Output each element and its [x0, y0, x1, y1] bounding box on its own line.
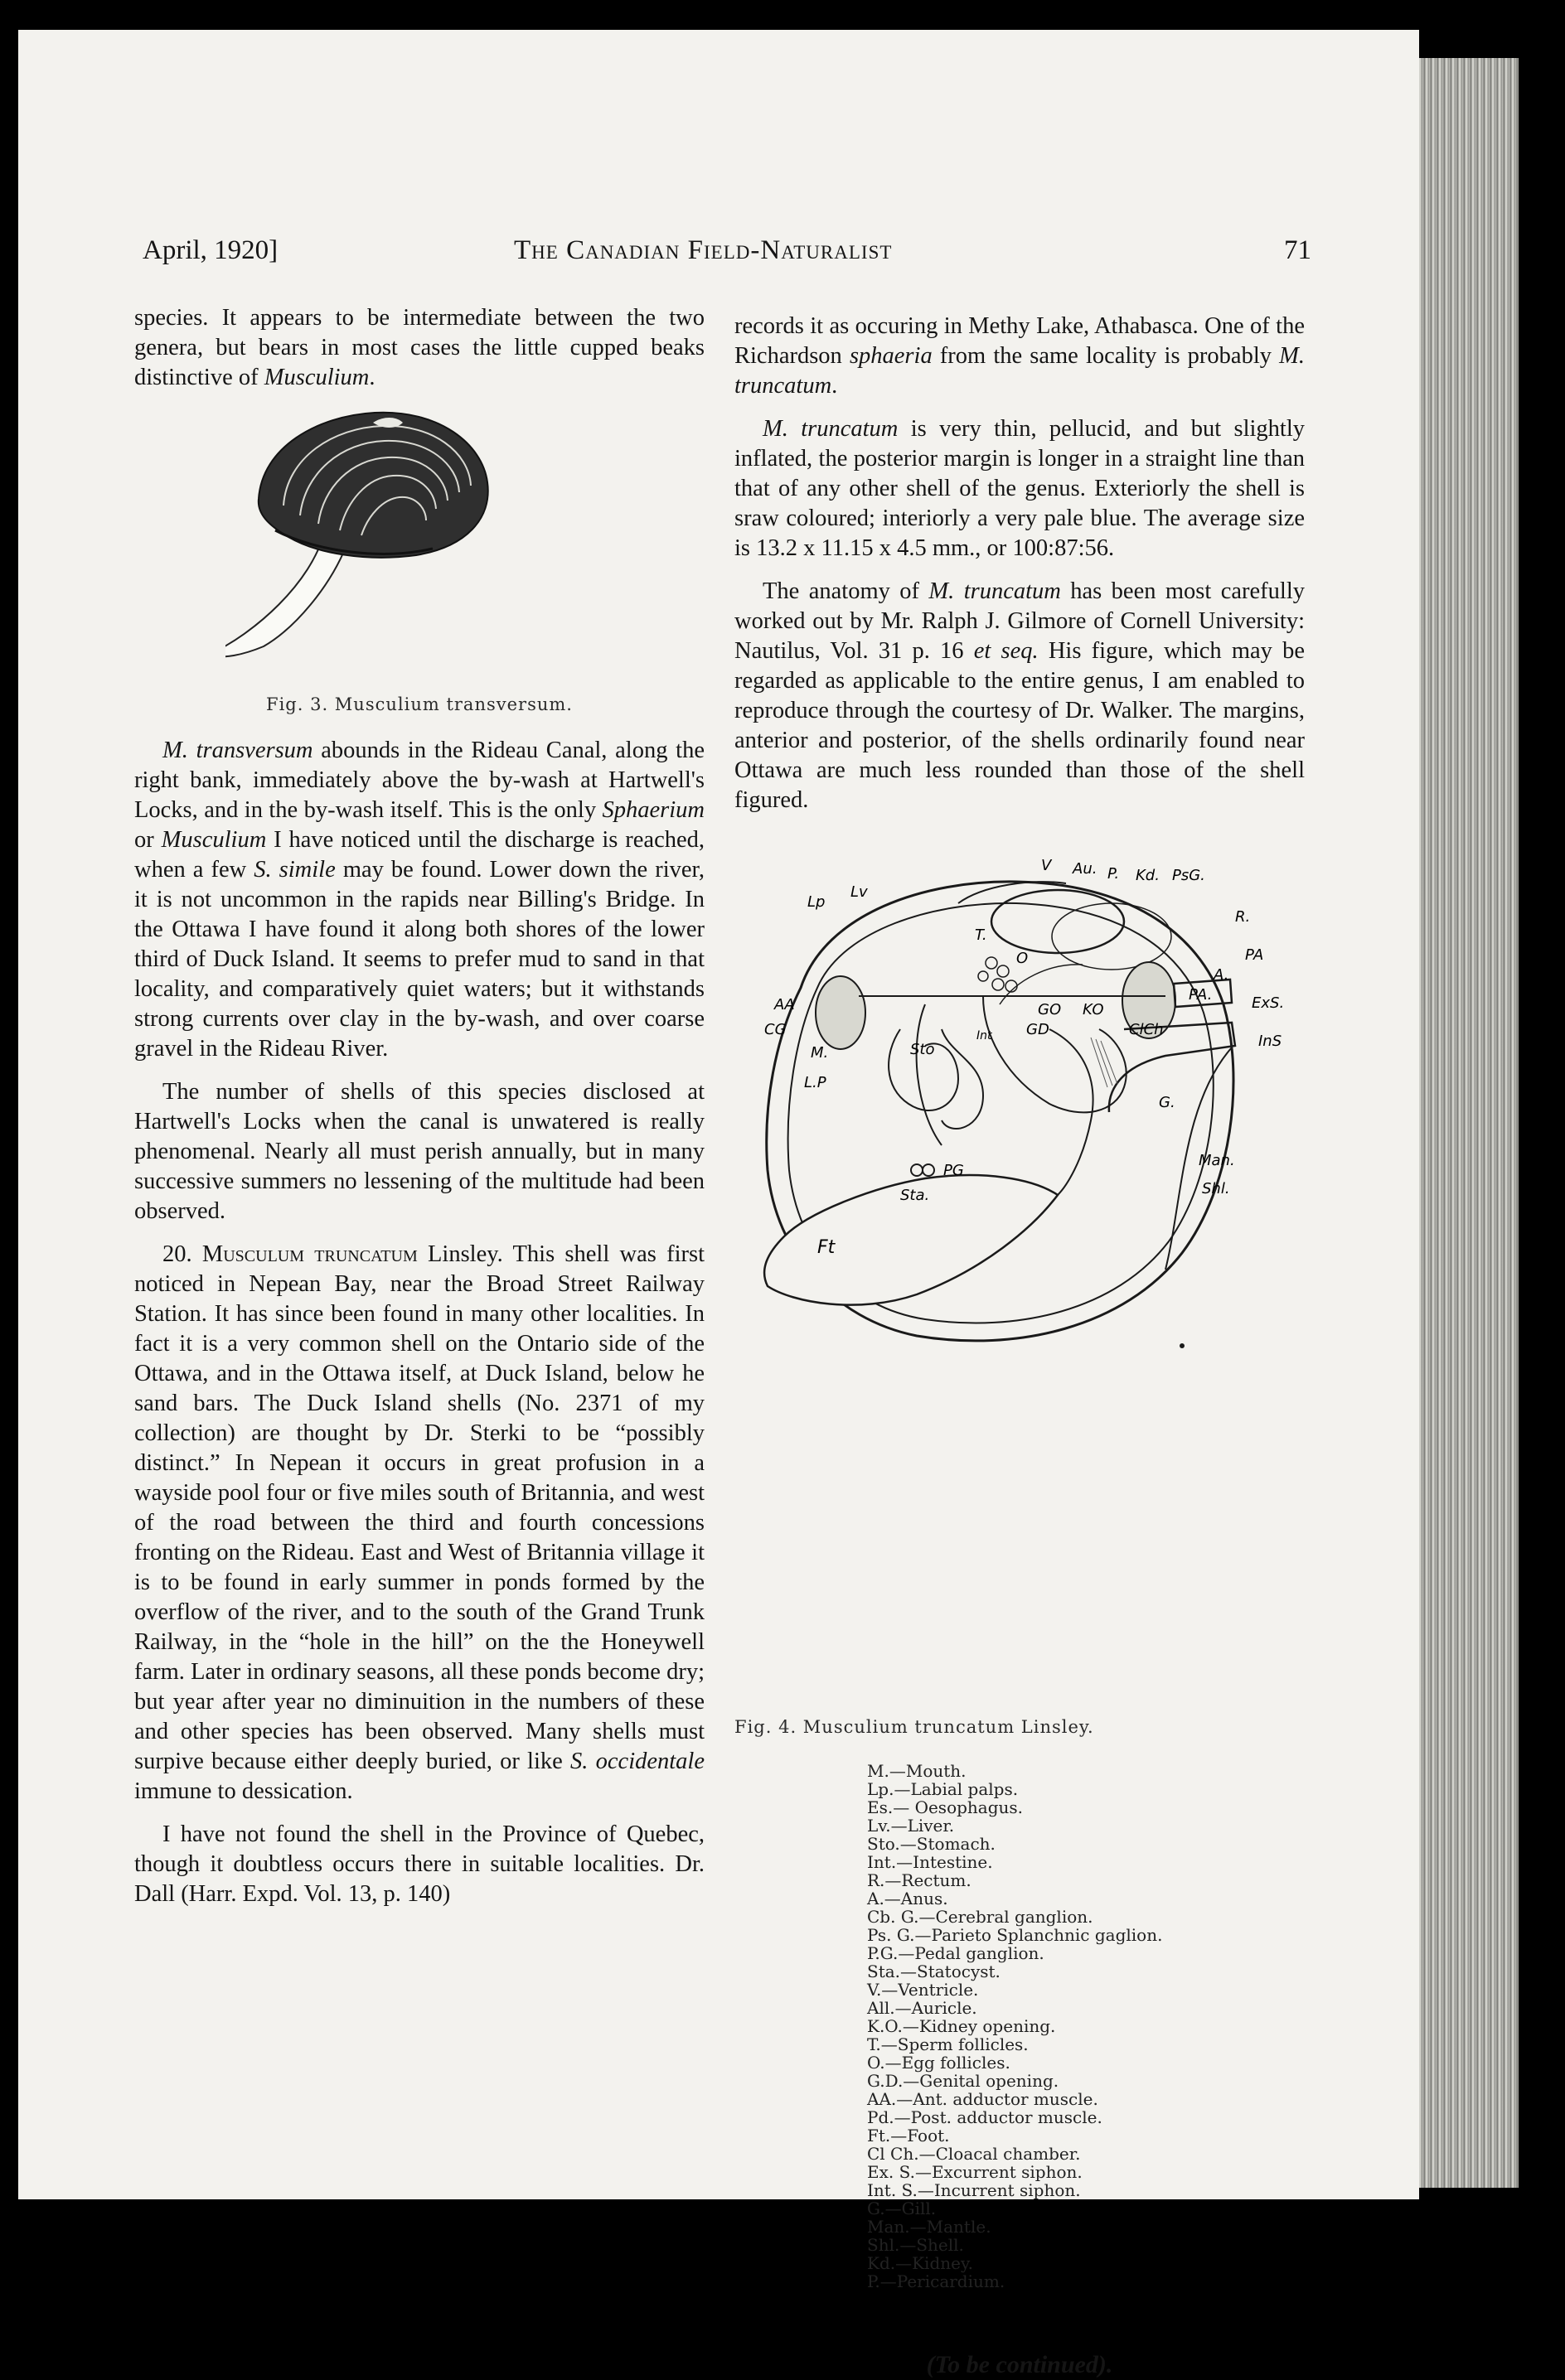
- label-r: R.: [1235, 908, 1251, 926]
- legend-item: Cl Ch.—Cloacal chamber.: [867, 2144, 1081, 2164]
- issue-date: April, 1920]: [143, 235, 279, 265]
- label-exs: ExS.: [1252, 994, 1285, 1012]
- paragraph-records: records it as occuring in Methy Lake, Athabasca. One of the Richardson sphaeria from the same locality is probably M. truncatum.: [734, 313, 1305, 399]
- label-sta: Sta.: [900, 1187, 930, 1204]
- legend-item: O.—Egg follicles.: [867, 2053, 1010, 2073]
- legend-item: Int.—Intestine.: [867, 1852, 993, 1872]
- legend-item: A.—Anus.: [867, 1889, 948, 1908]
- legend-item: K.O.—Kidney opening.: [867, 2016, 1056, 2036]
- legend-item: G.D.—Genital opening.: [867, 2071, 1059, 2091]
- paragraph-truncatum: 20. Musculum truncatum Linsley. This shell was first noticed in Nepean Bay, near the Broad Street Railway Station. It has since been found in many other localities. In fact it is a very common shell on the Ontario side of the Ottawa, and in the Ottawa itself, at Duck Island, below he sand bars. The Duck Island shells (No. 2371 of my collection) are thought by Dr. Sterki to be “possibly distinct.” In Nepean it occurs in great profusion in a wayside pool four or five miles south of Britannia, and west of the road between the third and fourth concessions fronting on the Rideau. East and West of Britannia village it is to be found in early summer in ponds formed by the overflow of the river, and to the south of the Grand Trunk Railway, in the “hole in the hill” on the the Honeywell farm. Later in ordinary seasons, all these ponds become dry; but year after year no diminuition in the numbers of these and other species has been observed. Many shells must surpive because either deeply buried, or like S. occidentale immune to dessication.: [134, 1241, 705, 1804]
- figure-3-caption: Fig. 3. Musculium transversum.: [266, 694, 573, 714]
- label-sto: Sto: [910, 1041, 935, 1058]
- label-pg: PG: [943, 1162, 964, 1179]
- legend-item: Ft.—Foot.: [867, 2126, 950, 2145]
- label-p: P.: [1107, 865, 1120, 883]
- label-v: V: [1041, 857, 1052, 874]
- label-psg: PsG.: [1172, 867, 1205, 884]
- label-kd: Kd.: [1136, 867, 1160, 884]
- paragraph-transversum: M. transversum abounds in the Rideau Canal, along the right bank, immediately above the by-wash at Hartwell's Locks, and in the by-wash itself. This is the only Sphaerium or Musculium I have noticed until the discharge is reached, when a few S. simile may be found. Lower down the river, it is not uncommon in the rapids near Billing's Bridge. In the Ottawa I have found it along both shores of the lower third of Duck Island. It seems to prefer mud to sand in that locality, and comparatively quiet waters; but it withstands strong currents over clay in the by-wash, and over coarse gravel in the Rideau River.: [134, 738, 705, 1062]
- right-column: [734, 312, 1306, 2378]
- paragraph-quebec: I have not found the shell in the Province of Quebec, though it doubtless occurs there in suitable localities. Dr. Dall (Harr. Expd. Vol. 13, p. 140): [134, 1821, 705, 1907]
- legend-item: Shl.—Shell.: [867, 2235, 964, 2255]
- label-pa: PA: [1245, 946, 1264, 964]
- legend-item: Es.— Oesophagus.: [867, 1797, 1024, 1817]
- label-lv: Lv: [850, 883, 868, 901]
- paragraph-intro: species. It appears to be intermediate between the two genera, but bears in most cases the little cupped beaks distinctive of Musculium.: [134, 305, 705, 390]
- label-man: Man.: [1199, 1152, 1235, 1169]
- legend-item: Cb. G.—Cerebral ganglion.: [867, 1907, 1093, 1927]
- legend-item: R.—Rectum.: [867, 1870, 971, 1890]
- label-g: G.: [1159, 1094, 1175, 1111]
- figure-4-caption: Fig. 4. Musculium truncatum Linsley.: [734, 1717, 1094, 1737]
- paragraph-number-of-shells: The number of shells of this species disclosed at Hartwell's Locks when the canal is unwatered is really phenomenal. Nearly all must perish annually, but in many successive summers no lessening of the multitude had been observed.: [134, 1079, 705, 1224]
- journal-page: [18, 30, 1419, 2378]
- label-ins: InS: [1258, 1033, 1282, 1050]
- label-lp: Lp: [807, 893, 826, 911]
- legend-item: Ex. S.—Excurrent siphon.: [867, 2162, 1083, 2182]
- label-int: Int: [976, 1029, 992, 1042]
- legend-item: Int. S.—Incurrent siphon.: [867, 2180, 1081, 2200]
- legend-item: All.—Auricle.: [867, 1998, 977, 2018]
- legend-item: Sta.—Statocyst.: [867, 1962, 1001, 1981]
- legend-item: AA.—Ant. adductor muscle.: [867, 2089, 1098, 2109]
- to-be-continued: (To be continued).: [926, 2351, 1113, 2378]
- page-number: 71: [1284, 235, 1311, 265]
- running-head: [143, 235, 1311, 277]
- label-clch: ClCh: [1129, 1021, 1164, 1038]
- label-lp2: L.P: [804, 1074, 826, 1091]
- label-au: Au.: [1073, 860, 1097, 878]
- legend-item: M.—Mouth.: [867, 1761, 967, 1781]
- left-column: [134, 303, 705, 1923]
- legend-item: Lp.—Labial palps.: [867, 1779, 1019, 1799]
- paragraph-anatomy: The anatomy of M. truncatum has been most carefully worked out by Mr. Ralph J. Gilmore of Cornell University: Nautilus, Vol. 31 p. 16 et seq. His figure, which may be regarded as applicable to the entire genus, I am enabled to reproduce through the courtesy of Dr. Walker. The margins, anterior and posterior, of the shells ordinarily found near Ottawa are much less rounded than those of the shell figured.: [734, 578, 1306, 813]
- legend-item: Ps. G.—Parieto Splanchnic gaglion.: [867, 1925, 1163, 1945]
- legend-item: Man.—Mantle.: [867, 2217, 991, 2237]
- label-cg: CG: [764, 1021, 787, 1038]
- legend-item: G.—Gill.: [867, 2199, 937, 2218]
- musculium-truncatum-anatomy-diagram: [734, 839, 1305, 1402]
- label-aa: AA: [774, 996, 795, 1013]
- legend-item: Pd.—Post. adductor muscle.: [867, 2107, 1102, 2127]
- legend-item: Sto.—Stomach.: [867, 1834, 996, 1854]
- musculium-transversum-illustration: [225, 406, 582, 680]
- journal-title: The Canadian Field-Naturalist: [514, 235, 893, 265]
- legend-item: Kd.—Kidney.: [867, 2253, 973, 2273]
- paragraph-thin-shell: M. truncatum is very thin, pellucid, and but slightly inflated, the posterior margin is longer in a straight line than that of any other shell of the genus. Exteriorly the shell is sraw coloured; interiorly a very pale blue. The average size is 13.2 x 11.15 x 4.5 mm., or 100:87:56.: [734, 416, 1306, 561]
- label-gd: GD: [1026, 1021, 1049, 1038]
- label-o: O: [1016, 950, 1029, 967]
- label-t: T.: [975, 926, 987, 944]
- legend-item: V.—Ventricle.: [867, 1980, 979, 2000]
- figure-4: [734, 839, 1305, 1402]
- legend-item: T.—Sperm follicles.: [867, 2034, 1029, 2054]
- book-page-edges: [1419, 58, 1519, 2188]
- legend-item: P.—Pericardium.: [867, 2271, 1005, 2291]
- label-go: GO: [1038, 1001, 1062, 1018]
- label-a: A.: [1214, 966, 1229, 984]
- label-ft: Ft: [817, 1237, 836, 1258]
- figure-3: [134, 406, 705, 721]
- legend-item: P.G.—Pedal ganglion.: [867, 1943, 1044, 1963]
- label-shl: Shl.: [1202, 1180, 1230, 1197]
- label-ko: KO: [1083, 1001, 1104, 1018]
- label-m: M.: [811, 1044, 829, 1062]
- legend-item: Lv.—Liver.: [867, 1816, 955, 1836]
- figure-4-legend: [867, 1762, 1331, 2291]
- label-pa2: PA.: [1189, 986, 1213, 1004]
